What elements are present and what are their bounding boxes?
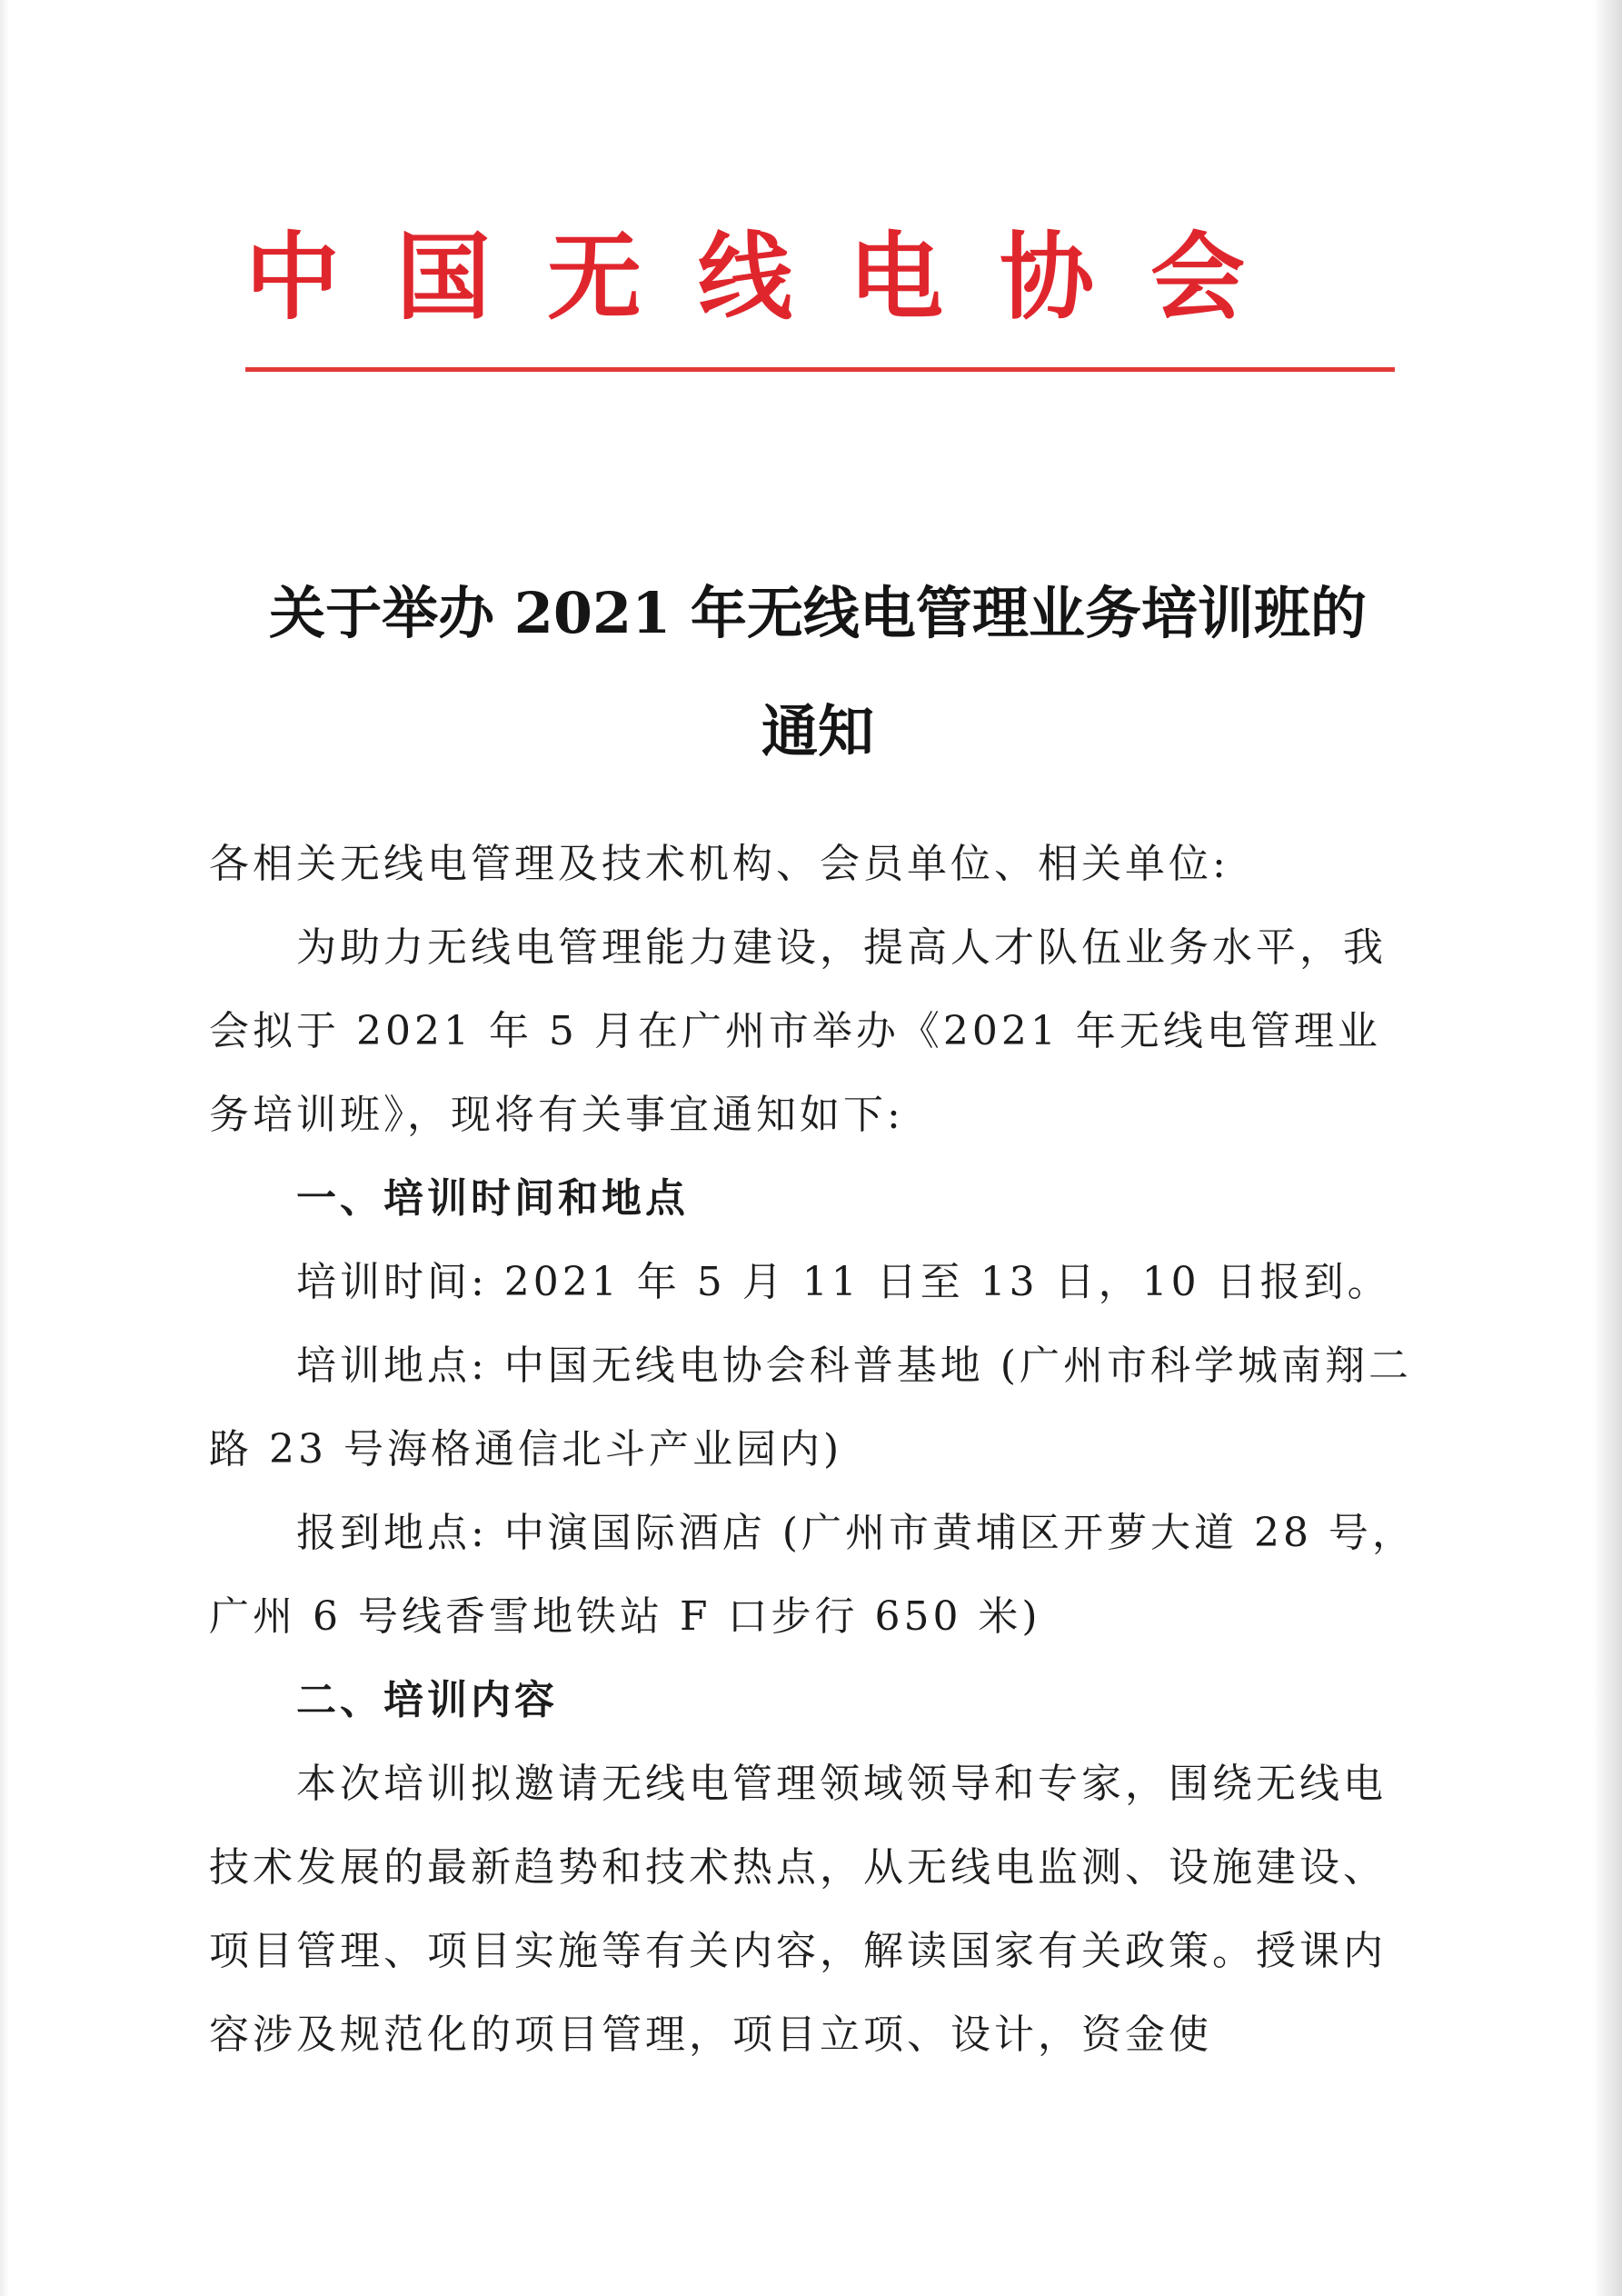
salutation: 各相关无线电管理及技术机构、会员单位、相关单位: xyxy=(209,841,1229,887)
section-heading-time-location: 一、培训时间和地点 xyxy=(296,1175,689,1222)
title-line-1: 关于举办 2021 年无线电管理业务培训班的 xyxy=(269,580,1367,646)
intro-paragraph: 为助力无线电管理能力建设，提高人才队伍业务水平，我会拟于 2021 年 5 月在广州市举办《2021 年无线电管理业务培训班》，现将有关事宜通知如下: xyxy=(209,924,1387,1138)
training-content-paragraph: 本次培训拟邀请无线电管理领域领导和专家，围绕无线电技术发展的最新趋势和技术热点，从无线电监测、设施建设、项目管理、项目实施等有关内容，解读国家有关政策。授课内容涉及规范化的项目管理，项目立项、设计，资金使 xyxy=(209,1761,1387,2058)
scan-edge-right xyxy=(1593,0,1622,2296)
document-title xyxy=(182,554,1454,791)
title-line-2: 通知 xyxy=(761,698,874,764)
registration-location: 报到地点: 中演国际酒店 (广州市黄埔区开萝大道 28 号，广州 6 号线香雪地铁站 F 口步行 650 米) xyxy=(209,1510,1416,1640)
training-time: 培训时间: 2021 年 5 月 11 日至 13 日，10 日报到。 xyxy=(296,1259,1391,1305)
letterhead-divider xyxy=(245,367,1395,372)
document-body xyxy=(209,823,1418,2077)
scan-edge-left xyxy=(0,0,9,2296)
training-location: 培训地点: 中国无线电协会科普基地 (广州市科学城南翔二路 23 号海格通信北斗产业园内) xyxy=(209,1343,1412,1472)
organization-letterhead: 中国无线电协会 xyxy=(245,221,1302,333)
section-heading-content: 二、培训内容 xyxy=(296,1677,558,1723)
